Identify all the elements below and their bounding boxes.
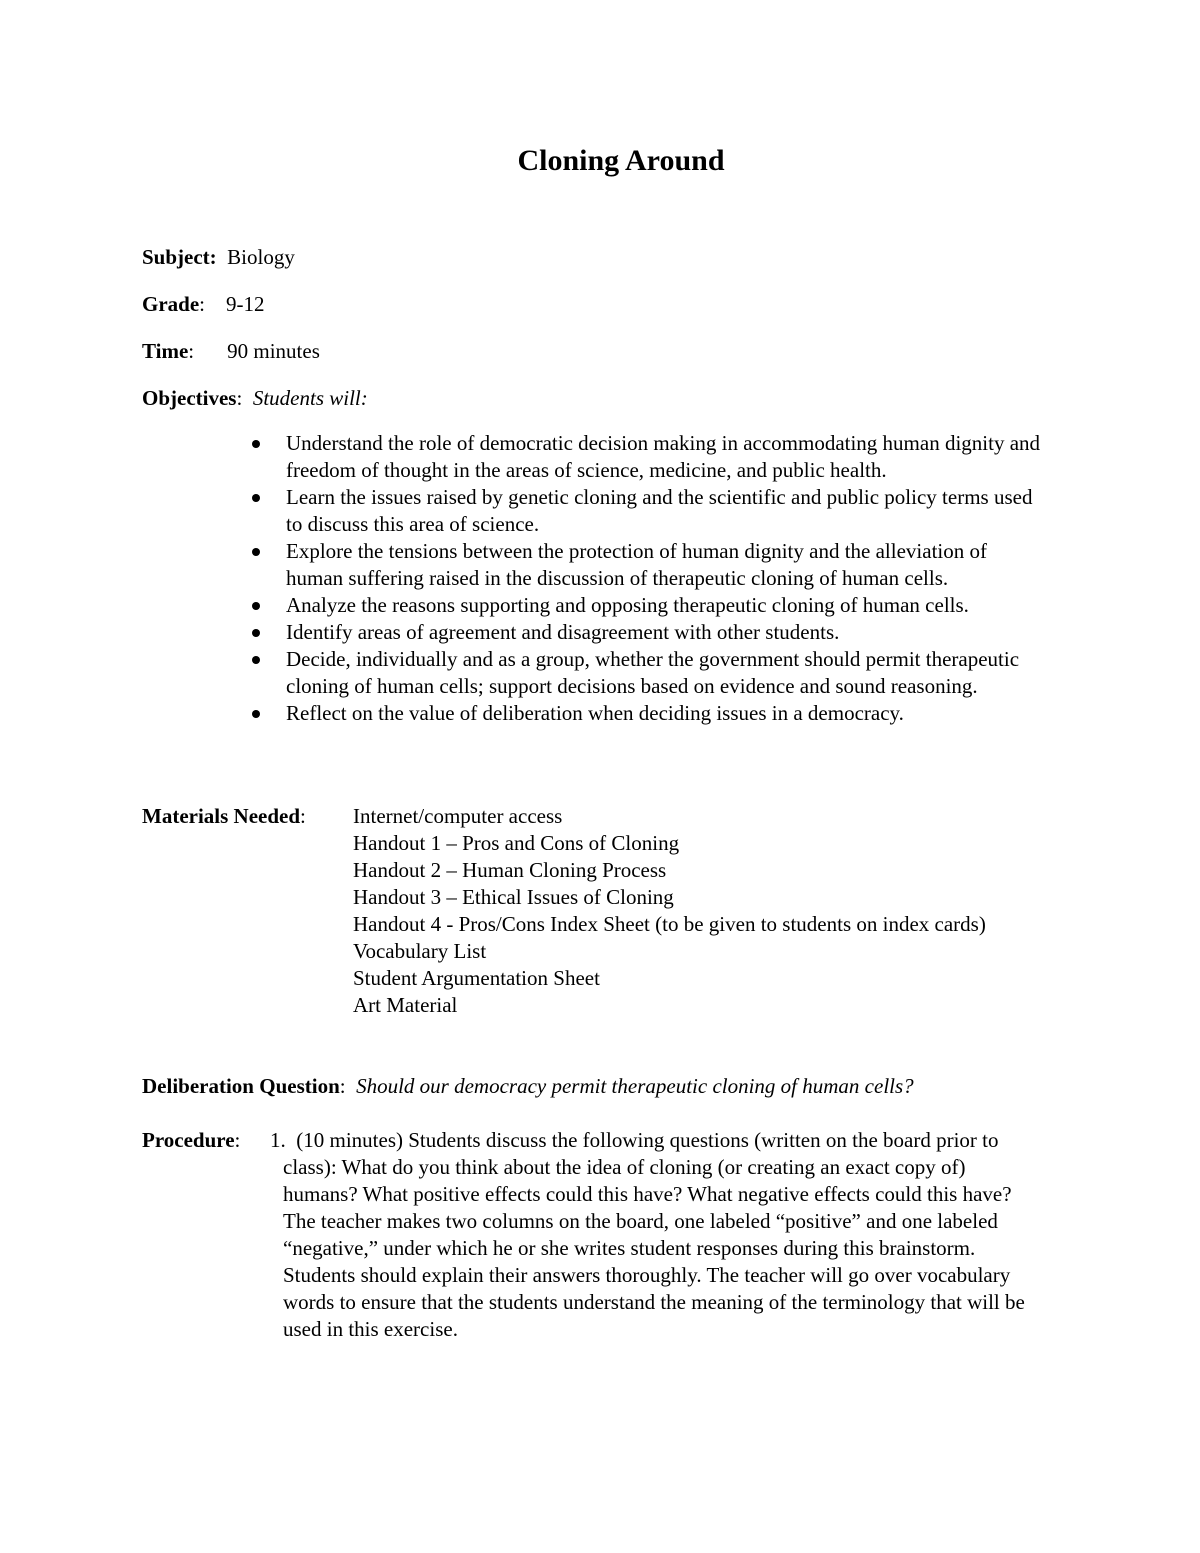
document-title: Cloning Around [517,144,725,177]
materials-colon: : [300,804,306,828]
list-item: Handout 4 - Pros/Cons Index Sheet (to be given to students on index cards) [353,912,986,936]
objective-text: Reflect on the value of deliberation when deciding issues in a democracy. [286,701,904,725]
list-item [248,592,1048,619]
list-item: Art Material [353,993,458,1017]
time-colon: : [188,339,195,363]
deliberation-label: Deliberation Question [142,1074,340,1098]
bullet-icon [252,494,260,502]
list-item [248,646,1048,700]
objective-text: Explore the tensions between the protection of human dignity and the alleviation of human suffering raised in the discussion of therapeutic cloning of human cells. [286,539,987,590]
time-value: 90 minutes [227,339,320,363]
step-number: 1. [270,1128,286,1152]
objectives-row [142,385,368,412]
list-item [248,619,1048,646]
materials-label: Materials Needed [142,804,301,828]
deliberation-row [142,1073,914,1100]
list-item: Handout 1 – Pros and Cons of Cloning [353,831,680,855]
subject-label: Subject: [142,245,217,269]
grade-colon: : [199,292,205,316]
grade-label: Grade [142,292,200,316]
procedure-step [270,1127,1043,1343]
grade-value: 9-12 [226,292,265,316]
objective-text: Learn the issues raised by genetic cloning and the scientific and public policy terms used to discuss this area of science. [286,485,1033,536]
objective-text: Understand the role of democratic decision making in accommodating human dignity and freedom of thought in the areas of science, medicine, and public health. [286,431,1041,482]
bullet-icon [252,629,260,637]
objectives-colon: : [236,386,243,410]
list-item [248,538,1048,592]
list-item: Vocabulary List [353,939,487,963]
list-item [248,484,1048,538]
materials-row [142,803,306,830]
deliberation-colon: : [339,1074,346,1098]
bullet-icon [252,710,260,718]
bullet-icon [252,656,260,664]
list-item [248,430,1048,484]
list-item: Handout 2 – Human Cloning Process [353,858,667,882]
materials-list [353,803,1033,1019]
procedure-colon: : [234,1128,241,1152]
objective-text: Decide, individually and as a group, whether the government should permit therapeutic cloning of human cells; support decisions based on evidence and sound reasoning. [286,647,1020,698]
procedure-row [142,1127,240,1154]
objective-text: Analyze the reasons supporting and opposing therapeutic cloning of human cells. [286,593,969,617]
procedure-label: Procedure [142,1128,235,1152]
list-item [248,700,1048,727]
list-item: Handout 3 – Ethical Issues of Cloning [353,885,674,909]
bullet-icon [252,548,260,556]
subject-value: Biology [227,245,295,269]
objectives-list [248,430,1048,727]
bullet-icon [252,440,260,448]
time-label: Time [142,339,189,363]
objectives-label: Objectives [142,386,237,410]
subject-row [142,244,295,271]
list-item: Student Argumentation Sheet [353,966,600,990]
objectives-intro: Students will: [252,386,368,410]
grade-row [142,291,265,318]
bullet-icon [252,602,260,610]
objective-text: Identify areas of agreement and disagreement with other students. [286,620,840,644]
step-text: (10 minutes) Students discuss the following questions (written on the board prior to class): What do you think about the idea of cloning (or creating an exact copy of) humans? What positive effects could this have? What negative effects could this have? The teacher makes two columns on the board, one labeled “positive” and one labeled “negative,” under which he or she writes student responses during this brainstorm. Students should explain their answers thoroughly. The teacher will go over vocabulary words to ensure that the students understand the meaning of the terminology that will be used in this exercise. [283,1128,1025,1341]
list-item: Internet/computer access [353,804,563,828]
deliberation-question: Should our democracy permit therapeutic cloning of human cells? [356,1074,914,1098]
time-row [142,338,320,365]
